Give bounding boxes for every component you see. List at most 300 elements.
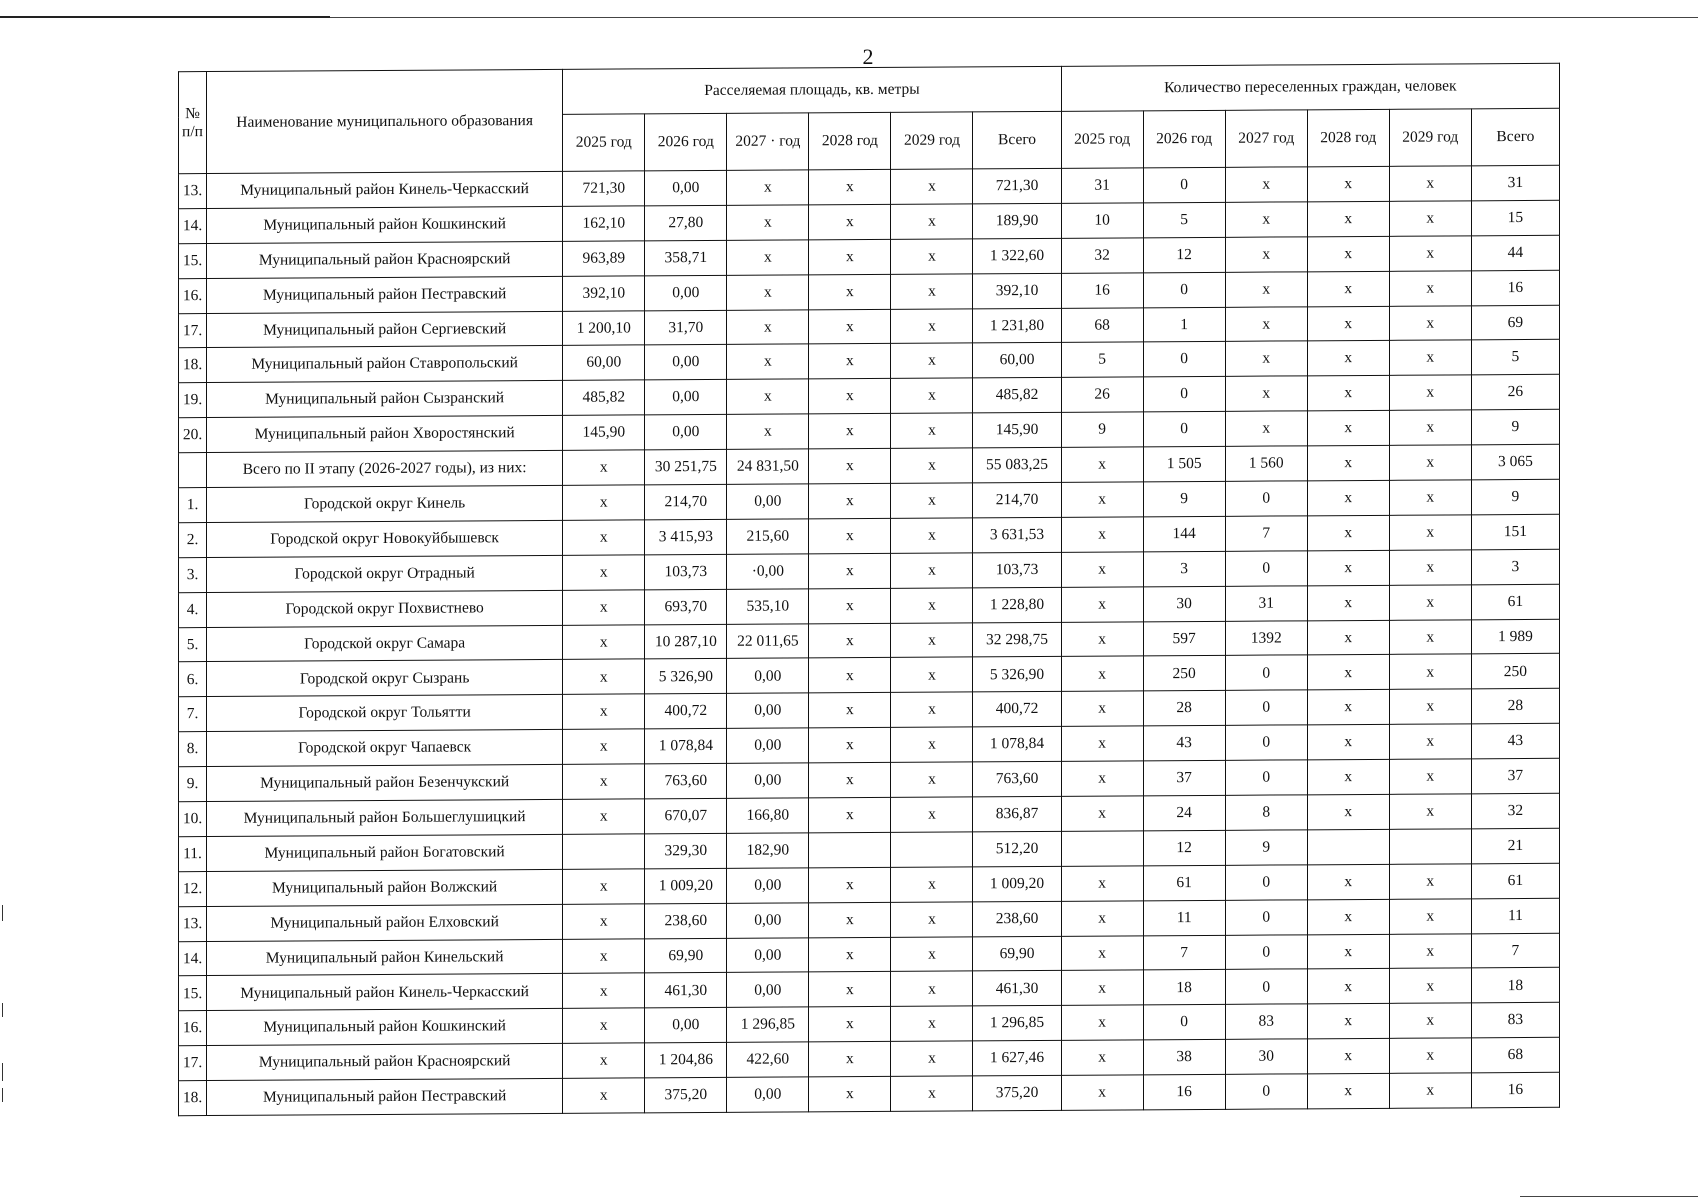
row-number: 18.	[179, 1081, 207, 1116]
people-cell: 43	[1143, 726, 1225, 761]
people-cell: 5	[1143, 202, 1225, 237]
people-cell: x	[1389, 794, 1471, 829]
area-cell: x	[809, 763, 891, 798]
area-cell: 0,00	[727, 763, 809, 798]
people-cell: 151	[1471, 514, 1559, 549]
area-cell: x	[891, 867, 973, 902]
people-cell: x	[1307, 934, 1389, 969]
municipality-name: Городской округ Похвистнево	[207, 590, 563, 627]
area-cell: x	[891, 727, 973, 762]
people-cell: 24	[1143, 795, 1225, 830]
area-cell: x	[563, 1078, 645, 1113]
area-cell: x	[563, 799, 645, 834]
people-cell: x	[1389, 201, 1471, 236]
people-cell: x	[1061, 482, 1143, 517]
people-cell: x	[1225, 306, 1307, 341]
row-number: 12.	[179, 871, 207, 906]
area-cell: x	[891, 483, 973, 518]
people-cell: 0	[1225, 551, 1307, 586]
area-cell: 1 296,85	[727, 1007, 809, 1042]
area-cell: 1 204,86	[645, 1043, 727, 1078]
area-cell: x	[891, 936, 973, 971]
people-cell: x	[1389, 236, 1471, 271]
area-cell: x	[727, 205, 809, 240]
area-cell: 0,00	[727, 937, 809, 972]
people-cell: 16	[1143, 1074, 1225, 1109]
municipality-name: Муниципальный район Богатовский	[207, 834, 563, 871]
people-cell: x	[1307, 759, 1389, 794]
municipality-name: Муниципальный район Сызранский	[207, 381, 563, 418]
people-cell: 0	[1225, 760, 1307, 795]
municipality-name: Муниципальный район Кинельский	[207, 939, 563, 976]
municipality-name: Городской округ Отрадный	[207, 555, 563, 592]
municipality-name: Муниципальный район Кошкинский	[207, 206, 563, 243]
people-cell: x	[1389, 305, 1471, 340]
people-cell: x	[1307, 271, 1389, 306]
scan-bottom-rule	[1520, 1196, 1698, 1197]
header-area-col: 2025 год	[563, 114, 645, 172]
area-cell: 10 287,10	[645, 624, 727, 659]
area-cell: 1 322,60	[973, 238, 1061, 273]
area-cell: x	[809, 937, 891, 972]
row-number: 1.	[179, 488, 207, 523]
row-number: 16.	[179, 1011, 207, 1046]
people-cell	[1307, 829, 1389, 864]
people-cell: x	[1307, 725, 1389, 760]
area-cell: x	[809, 379, 891, 414]
people-cell: x	[1389, 689, 1471, 724]
area-cell: x	[891, 308, 973, 343]
area-cell: 0,00	[645, 380, 727, 415]
area-cell: 400,72	[973, 692, 1061, 727]
people-cell: x	[1307, 655, 1389, 690]
area-cell: 1 296,85	[973, 1006, 1061, 1041]
people-cell: 8	[1225, 795, 1307, 830]
header-area-group: Расселяемая площадь, кв. метры	[563, 66, 1061, 114]
row-number: 8.	[179, 732, 207, 767]
area-cell: 0,00	[645, 345, 727, 380]
area-cell: 1 078,84	[973, 727, 1061, 762]
area-cell: x	[891, 1006, 973, 1041]
people-cell: x	[1061, 552, 1143, 587]
row-number: 17.	[179, 313, 207, 348]
people-cell: x	[1307, 794, 1389, 829]
area-cell: x	[891, 797, 973, 832]
area-cell: 0,00	[645, 170, 727, 205]
row-number: 10.	[179, 802, 207, 837]
people-cell: 3	[1471, 549, 1559, 584]
header-people-col: 2025 год	[1061, 111, 1143, 169]
header-people-group: Количество переселенных граждан, человек	[1061, 63, 1559, 111]
people-cell: 61	[1143, 865, 1225, 900]
row-number: 3.	[179, 557, 207, 592]
area-cell: x	[891, 413, 973, 448]
people-cell: 83	[1471, 1003, 1559, 1038]
people-cell: 16	[1061, 272, 1143, 307]
people-cell: x	[1389, 270, 1471, 305]
people-cell: 0	[1225, 865, 1307, 900]
people-cell: x	[1225, 271, 1307, 306]
area-cell: x	[891, 204, 973, 239]
people-cell: x	[1307, 411, 1389, 446]
area-cell: x	[809, 518, 891, 553]
municipality-name: Всего по II этапу (2026-2027 годы), из них:	[207, 450, 563, 487]
municipality-name: Муниципальный район Красноярский	[207, 1044, 563, 1081]
people-cell: x	[1061, 1005, 1143, 1040]
people-cell: 30	[1143, 586, 1225, 621]
people-cell: 0	[1225, 725, 1307, 760]
row-number: 16.	[179, 278, 207, 313]
people-cell: x	[1061, 866, 1143, 901]
people-cell: 68	[1061, 307, 1143, 342]
row-number: 17.	[179, 1046, 207, 1081]
people-cell: x	[1307, 1073, 1389, 1108]
people-cell: x	[1389, 480, 1471, 515]
people-cell: x	[1307, 236, 1389, 271]
area-cell: 238,60	[645, 903, 727, 938]
header-people-col: Всего	[1471, 108, 1559, 166]
area-cell: 69,90	[973, 936, 1061, 971]
people-cell	[1389, 829, 1471, 864]
municipality-name: Муниципальный район Кинель-Черкасский	[207, 974, 563, 1011]
municipality-name: Муниципальный район Ставропольский	[207, 346, 563, 383]
people-cell: x	[1307, 341, 1389, 376]
area-cell: 22 011,65	[727, 623, 809, 658]
row-number: 2.	[179, 522, 207, 557]
people-cell: 30	[1225, 1039, 1307, 1074]
area-cell: 1 078,84	[645, 729, 727, 764]
area-cell: x	[563, 520, 645, 555]
area-cell: 5 326,90	[645, 659, 727, 694]
people-cell: x	[1389, 864, 1471, 899]
row-number: 15.	[179, 976, 207, 1011]
row-number: 9.	[179, 767, 207, 802]
header-municipality: Наименование муниципального образования	[207, 69, 563, 173]
area-cell: x	[563, 450, 645, 485]
row-number: 7.	[179, 697, 207, 732]
people-cell: 61	[1471, 584, 1559, 619]
people-cell: 7	[1471, 933, 1559, 968]
header-area-col: 2026 год	[645, 113, 727, 171]
people-cell: 5	[1061, 342, 1143, 377]
area-cell: 0,00	[727, 972, 809, 1007]
area-cell: x	[563, 1043, 645, 1078]
people-cell: 0	[1143, 1005, 1225, 1040]
people-cell: x	[1389, 759, 1471, 794]
municipality-name: Городской округ Тольятти	[207, 695, 563, 732]
scan-top-rule	[0, 16, 330, 18]
scan-margin-mark	[2, 1088, 3, 1102]
people-cell: x	[1389, 968, 1471, 1003]
area-cell: 375,20	[973, 1075, 1061, 1110]
area-cell: 32 298,75	[973, 622, 1061, 657]
area-cell: 162,10	[563, 206, 645, 241]
area-cell: x	[563, 659, 645, 694]
people-cell: 83	[1225, 1004, 1307, 1039]
area-cell: x	[891, 588, 973, 623]
people-cell: 18	[1471, 968, 1559, 1003]
area-cell: 721,30	[973, 168, 1061, 203]
people-cell: x	[1307, 899, 1389, 934]
row-number: 6.	[179, 662, 207, 697]
people-cell: 61	[1471, 863, 1559, 898]
people-cell	[1061, 831, 1143, 866]
people-cell: 31	[1061, 168, 1143, 203]
area-cell: 0,00	[727, 868, 809, 903]
people-cell: x	[1307, 620, 1389, 655]
people-cell: x	[1307, 480, 1389, 515]
area-cell: 166,80	[727, 798, 809, 833]
people-cell: x	[1061, 621, 1143, 656]
people-cell: x	[1225, 376, 1307, 411]
area-cell: 1 627,46	[973, 1041, 1061, 1076]
area-cell: x	[891, 553, 973, 588]
people-cell: x	[1307, 1039, 1389, 1074]
area-cell: x	[891, 971, 973, 1006]
people-cell: 31	[1471, 165, 1559, 200]
people-cell: 0	[1143, 412, 1225, 447]
area-cell: 0,00	[727, 484, 809, 519]
municipality-name: Муниципальный район Хворостянский	[207, 416, 563, 453]
people-cell: 0	[1143, 377, 1225, 412]
people-cell: x	[1389, 585, 1471, 620]
people-cell: 26	[1471, 375, 1559, 410]
people-cell: 10	[1061, 203, 1143, 238]
area-cell: x	[809, 239, 891, 274]
area-cell: 375,20	[645, 1078, 727, 1113]
people-cell: x	[1061, 1075, 1143, 1110]
area-cell: 763,60	[645, 764, 727, 799]
people-cell: x	[1389, 654, 1471, 689]
area-cell: ·0,00	[727, 554, 809, 589]
area-cell: x	[727, 275, 809, 310]
people-cell: x	[1389, 1038, 1471, 1073]
municipality-name: Городской округ Сызрань	[207, 660, 563, 697]
area-cell: x	[563, 624, 645, 659]
area-cell: x	[809, 553, 891, 588]
area-cell: 693,70	[645, 589, 727, 624]
area-cell: x	[563, 904, 645, 939]
area-cell: 0,00	[727, 728, 809, 763]
area-cell: x	[809, 309, 891, 344]
area-cell: 55 083,25	[973, 447, 1061, 482]
people-cell: x	[1307, 864, 1389, 899]
municipality-name: Муниципальный район Безенчукский	[207, 765, 563, 802]
area-cell: x	[891, 169, 973, 204]
people-cell: 11	[1143, 900, 1225, 935]
area-cell: 763,60	[973, 761, 1061, 796]
area-cell: 963,89	[563, 241, 645, 276]
area-cell: 0,00	[727, 1077, 809, 1112]
people-cell: x	[1061, 517, 1143, 552]
area-cell: x	[563, 555, 645, 590]
area-cell: 535,10	[727, 589, 809, 624]
people-cell: 43	[1471, 724, 1559, 759]
people-cell: x	[1061, 726, 1143, 761]
people-cell: 0	[1225, 690, 1307, 725]
area-cell: x	[809, 204, 891, 239]
area-cell: 670,07	[645, 798, 727, 833]
people-cell: x	[1225, 167, 1307, 202]
area-cell: 214,70	[973, 482, 1061, 517]
people-cell: 0	[1225, 934, 1307, 969]
area-cell: 103,73	[973, 552, 1061, 587]
area-cell: x	[727, 309, 809, 344]
area-cell: x	[891, 622, 973, 657]
area-cell	[563, 834, 645, 869]
people-cell: x	[1061, 1040, 1143, 1075]
row-number: 11.	[179, 836, 207, 871]
municipality-name: Муниципальный район Елховский	[207, 904, 563, 941]
people-cell: 250	[1471, 654, 1559, 689]
people-cell: x	[1061, 587, 1143, 622]
people-cell: 3 065	[1471, 444, 1559, 479]
people-cell: 16	[1471, 270, 1559, 305]
area-cell: 0,00	[727, 693, 809, 728]
area-cell: x	[563, 729, 645, 764]
area-cell: 24 831,50	[727, 449, 809, 484]
area-cell: 0,00	[645, 415, 727, 450]
area-cell: 329,30	[645, 833, 727, 868]
people-cell: 11	[1471, 898, 1559, 933]
people-cell: 597	[1143, 621, 1225, 656]
area-cell: 358,71	[645, 240, 727, 275]
header-people-col: 2027 год	[1225, 110, 1307, 168]
area-cell: 0,00	[645, 1008, 727, 1043]
people-cell: x	[1307, 376, 1389, 411]
area-cell: 1 009,20	[973, 866, 1061, 901]
area-cell: x	[891, 274, 973, 309]
people-cell: 12	[1143, 237, 1225, 272]
area-cell: x	[891, 343, 973, 378]
area-cell: x	[809, 623, 891, 658]
people-cell: 0	[1143, 272, 1225, 307]
area-cell: 0,00	[727, 658, 809, 693]
row-number: 13.	[179, 906, 207, 941]
area-cell: 836,87	[973, 796, 1061, 831]
row-number: 14.	[179, 208, 207, 243]
people-cell: 38	[1143, 1040, 1225, 1075]
area-cell: x	[809, 797, 891, 832]
area-cell: x	[891, 657, 973, 692]
area-cell: x	[809, 274, 891, 309]
area-cell: x	[563, 938, 645, 973]
municipality-name: Муниципальный район Сергиевский	[207, 311, 563, 348]
people-cell: x	[1061, 656, 1143, 691]
people-cell: 1 989	[1471, 619, 1559, 654]
people-cell: 21	[1471, 828, 1559, 863]
area-cell: x	[809, 483, 891, 518]
municipality-name: Муниципальный район Большеглушицкий	[207, 799, 563, 836]
area-cell: x	[727, 170, 809, 205]
area-cell: 461,30	[645, 973, 727, 1008]
people-cell: 250	[1143, 656, 1225, 691]
area-cell: x	[809, 588, 891, 623]
area-cell: 1 228,80	[973, 587, 1061, 622]
people-cell: x	[1307, 550, 1389, 585]
people-cell: 1 505	[1143, 446, 1225, 481]
row-number: 15.	[179, 243, 207, 278]
people-cell: x	[1389, 340, 1471, 375]
people-cell: x	[1389, 375, 1471, 410]
area-cell: x	[891, 448, 973, 483]
people-cell: 32	[1061, 238, 1143, 273]
row-number: 14.	[179, 941, 207, 976]
area-cell: 392,10	[563, 276, 645, 311]
area-cell: x	[727, 379, 809, 414]
people-cell: 15	[1471, 200, 1559, 235]
municipality-name: Муниципальный район Кошкинский	[207, 1009, 563, 1046]
people-cell: 26	[1061, 377, 1143, 412]
people-cell: 12	[1143, 830, 1225, 865]
area-cell: 30 251,75	[645, 449, 727, 484]
people-cell: x	[1061, 447, 1143, 482]
people-cell: x	[1307, 1004, 1389, 1039]
area-cell: 238,60	[973, 901, 1061, 936]
area-cell: x	[891, 378, 973, 413]
row-number: 20.	[179, 418, 207, 453]
people-cell: x	[1225, 411, 1307, 446]
people-cell: x	[1225, 202, 1307, 237]
row-number: 13.	[179, 174, 207, 209]
area-cell: 461,30	[973, 971, 1061, 1006]
municipality-name: Муниципальный район Пестравский	[207, 276, 563, 313]
row-number: 18.	[179, 348, 207, 383]
area-cell: 721,30	[563, 171, 645, 206]
scan-margin-mark	[2, 1063, 3, 1081]
area-cell: 60,00	[563, 345, 645, 380]
area-cell: x	[809, 1007, 891, 1042]
area-cell: x	[891, 1076, 973, 1111]
area-cell: x	[563, 973, 645, 1008]
people-cell: x	[1061, 970, 1143, 1005]
area-cell: x	[809, 169, 891, 204]
people-cell: x	[1307, 166, 1389, 201]
people-cell: 44	[1471, 235, 1559, 270]
area-cell: 69,90	[645, 938, 727, 973]
header-area-col: 2027 · год	[727, 113, 809, 171]
area-cell: x	[891, 902, 973, 937]
people-cell: x	[1389, 899, 1471, 934]
area-cell: 3 631,53	[973, 517, 1061, 552]
area-cell: 5 326,90	[973, 657, 1061, 692]
area-cell: 485,82	[563, 380, 645, 415]
people-cell: 68	[1471, 1038, 1559, 1073]
people-cell: x	[1389, 550, 1471, 585]
header-people-col: 2026 год	[1143, 110, 1225, 168]
people-cell: x	[1061, 901, 1143, 936]
scan-margin-mark	[2, 1003, 3, 1017]
row-number: 4.	[179, 592, 207, 627]
people-cell: 9	[1471, 479, 1559, 514]
municipality-name: Городской округ Новокуйбышевск	[207, 520, 563, 557]
scan-margin-mark	[2, 905, 3, 921]
area-cell: x	[809, 658, 891, 693]
people-cell: x	[1389, 515, 1471, 550]
area-cell: 485,82	[973, 378, 1061, 413]
people-cell: 5	[1471, 340, 1559, 375]
area-cell: x	[563, 694, 645, 729]
people-cell: 28	[1471, 689, 1559, 724]
people-cell: 9	[1061, 412, 1143, 447]
people-cell: 0	[1225, 1074, 1307, 1109]
people-cell: 18	[1143, 970, 1225, 1005]
area-cell: x	[727, 240, 809, 275]
people-cell: x	[1061, 796, 1143, 831]
people-cell: 0	[1225, 655, 1307, 690]
people-cell: x	[1389, 933, 1471, 968]
area-cell: x	[727, 414, 809, 449]
